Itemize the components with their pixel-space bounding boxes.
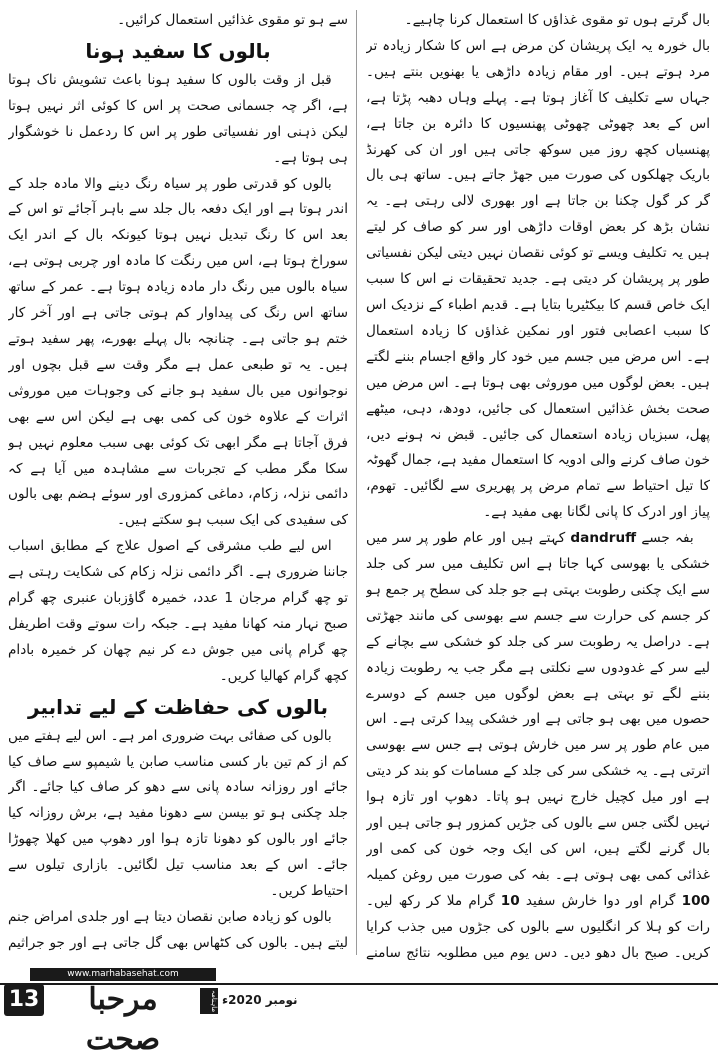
column-right: [366, 8, 710, 960]
magazine-logo: مرحبا صحت: [85, 982, 161, 1057]
section-heading: بالوں کی حفاظت کے لیے تدابیر: [28, 694, 328, 719]
paragraph: بالوں کو قدرتی طور پر سیاہ رنگ دینے والا مادہ جلد کے اندر ہوتا ہے اور ایک دفعہ بال جلد سے باہر آجائے تو اس کے بعد اس کا رنگ تبدیل نہیں ہوتا کیونکہ بال کے اندر ایک سوراخ ہوتا ہے، اس میں رنگت کا مادہ اور چربی ہوتی ہے، سیاہ بالوں میں رنگ دار مادہ زیادہ ہوتا ہے۔ عمر کے ساتھ ساتھ اس رنگ کی پیداوار کم ہوتی جاتی ہے اور آخر کار ختم ہو جاتی ہے۔ چنانچہ بال پہلے بھورے، پھر سفید ہوتے ہیں۔ یہ تو طبعی عمل ہے مگر وقت سے قبل بچوں اور نوجوانوں میں بال سفید ہو جانے کی وجوہات میں موروثی اثرات کے علاوہ خون کی کمی بھی ہے لیکن اس سے بھی فرق آجاتا ہے مگر ابھی تک کوئی بھی سبب معلوم نہیں ہو سکا مگر مطب کے تجربات سے مشاہدہ میں آیا ہے کہ دائمی نزلہ، زکام، دماغی کمزوری اور سوئے ہضم بھی بالوں کی سفیدی کی ایک سبب ہو سکتے ہیں۔: [8, 175, 348, 529]
paragraph: بالوں کی صفائی بہت ضروری امر ہے۔ اس لیے ہفتے میں کم از کم تین بار کسی مناسب صابن یا شیمپو سے صاف کیا جائے اور روزانہ سادہ پانی سے دھو کر صاف کیا جائے۔ اگر جلد چکنی ہو تو بیسن سے دھونا مفید ہے، برش روزانہ کیا جائے اور بالوں کو دھونا تازہ ہوا اور دھوپ میں کھلا چھوڑا جائے۔ اس کے بعد مناسب تیل لگائیں۔ بازاری تیلوں سے احتیاط کریں۔: [8, 727, 348, 900]
paragraph-text: گرام ملا کر رکھ لیں۔ رات کو ہلا کر انگلیوں سے بالوں کی جڑوں میں جذب کرایا کریں۔ صبح بال دھو دیں۔ دس یوم میں مطلوبہ نتائج سامنے: [366, 892, 710, 960]
paragraph: قبل از وقت بالوں کا سفید ہونا باعث تشویش ناک ہوتا ہے، اگر چہ جسمانی صحت پر اس کا کوئی اثر نہیں ہوتا لیکن ذہنی اور نفسیاتی طور پر اس کا ردعمل نا خوشگوار ہی ہوتا ہے۔: [8, 71, 348, 166]
column-divider: [356, 10, 357, 955]
paragraph: سے ہو تو مقوی غذائیں استعمال کرائیں۔: [117, 12, 348, 28]
paragraph: بالوں کو زیادہ صابن نقصان دیتا ہے اور جلدی امراض جنم لیتے ہیں۔ بالوں کی کٹھاس بھی گل جاتی ہے اور جو جراثیم: [8, 909, 348, 951]
quantity-number: 100: [681, 892, 710, 909]
paragraph-text: کہتے ہیں اور عام طور پر سر میں خشکی یا بھوسی کہا جاتا ہے اس تکلیف میں سر کی جلد سے ایک چکنی رطوبت بہتی ہے جو جلد کی سطح پر جمع ہو کر جسم کی حرارت سے جسم سے بھوسی کی مانند جھڑتی ہے۔ دراصل یہ رطوبت سر کی جلد کو خشکی سے بچانے کے لیے سر کے غدودوں سے نکلتی ہے مگر جب یہ رطوبت زیادہ بننے لگے تو بہتی ہے بعض لوگوں میں جسم کے دوسرے حصوں میں بھی ہو جاتی ہے اور خشکی پیدا کرتی ہے۔ اس میں عام طور پر سر میں خارش ہوتی ہے جس سے بھوسی اترتی ہے۔ یہ خشکی سر کی جلد کے مسامات کو بند کر دیتی ہے اور میل کچیل خارج نہیں ہو پاتا۔ دھوپ اور تازہ ہوا نہیں لگتی جس سے بالوں کی جڑیں کمزور ہو جاتی ہیں اور بال گرنے لگتے ہیں، اس کی ایک وجہ خون کی کمی اور غذائی کمی بھی ہوتی ہے۔ بفہ کی صورت میں روغن کمیلہ: [366, 530, 710, 883]
quantity-number: 10: [500, 892, 520, 909]
paragraph-dandruff: [366, 526, 710, 960]
paragraph: بال خورہ یہ ایک پریشان کن مرض ہے اس کا شکار زیادہ تر مرد ہوتے ہیں۔ اور مقام زیادہ داڑھی یا بھنویں بنتے ہیں۔ جہاں سے تکلیف کا آغاز ہوتا ہے۔ پہلے وہاں دھبہ پڑتا ہے، اس کے بعد چھوٹی چھوٹی پھنسیوں کا دائرہ بن جاتا ہے، پھنسیاں کچھ روز میں سوکھ جاتی ہیں اور ان کی کھرنڈ باریک چھلکوں کی صورت میں جھڑ جاتے ہیں۔ ساتھ ہی بال گر کر گول چکنا بن جاتا ہے اور بھوری لالی رہتی ہے۔ یہ نشان بڑھ کر بعض اوقات داڑھی اور سر کو صاف کر لیتے ہیں یہ تکلیف ویسے تو کوئی نقصان نہیں دیتی لیکن نفسیاتی طور پر پریشان کر دیتی ہے۔ جدید تحقیقات نے اس کا سبب ایک خاص قسم کا بیکٹیریا بتایا ہے۔ قدیم اطباء کے نزدیک اس کا سبب اعصابی فتور اور نمکین غذاؤں کا زیادہ استعمال ہے۔ اس مرض میں جسم میں خود کار واقع اجسام بننے لگتے ہیں۔ بعض لوگوں میں موروثی بھی ہوتا ہے۔ اس مرض میں صحت بخش غذائیں استعمال کی جائیں، دودھ، دہی، میٹھے پھل، سبزیاں زیادہ استعمال کی جائیں۔ قبض نہ ہونے دیں، خون صاف کرنے والی ادویہ کا استعمال مفید ہے، جمال گھوٹہ کا تیل احتیاط سے تمام مرض پر پھریری سے لگائیں۔ تھوم، پیاز اور ادرک کا پانی لگانا بھی مفید ہے۔: [366, 37, 710, 521]
page-footer: [0, 966, 718, 1057]
magazine-label: ماہنامہ: [200, 988, 218, 1014]
paragraph: بال گرتے ہوں تو مقوی غذاؤں کا استعمال کرنا چاہیے۔: [404, 12, 710, 28]
paragraph-text: بفہ جسے: [641, 530, 694, 547]
dandruff-term: dandruff: [570, 530, 637, 547]
website-link[interactable]: www.marhabasehat.com: [30, 968, 216, 981]
issue-date: نومبر 2020ء: [222, 993, 298, 1007]
paragraph: اس لیے طب مشرقی کے اصول علاج کے مطابق اسباب جاننا ضروری ہے۔ اگر دائمی نزلہ زکام کی شکایت رہتی ہے تو چھ گرام مرجان 1 عدد، خمیرہ گاؤزبان عنبری چھ گرام صبح نہار منہ کھانا مفید ہے۔ جبکہ رات سوتے وقت اطریفل چھ گرام پانی میں جوش دے کر نیم چھان کر خمیرہ بادام کچھ گرام کھالیا کریں۔: [8, 538, 348, 684]
paragraph-text: گرام اور دوا خارش سفید: [525, 892, 676, 909]
column-left: [8, 8, 348, 956]
page-number: 13: [4, 984, 44, 1016]
section-heading: بالوں کا سفید ہونا: [85, 38, 271, 63]
